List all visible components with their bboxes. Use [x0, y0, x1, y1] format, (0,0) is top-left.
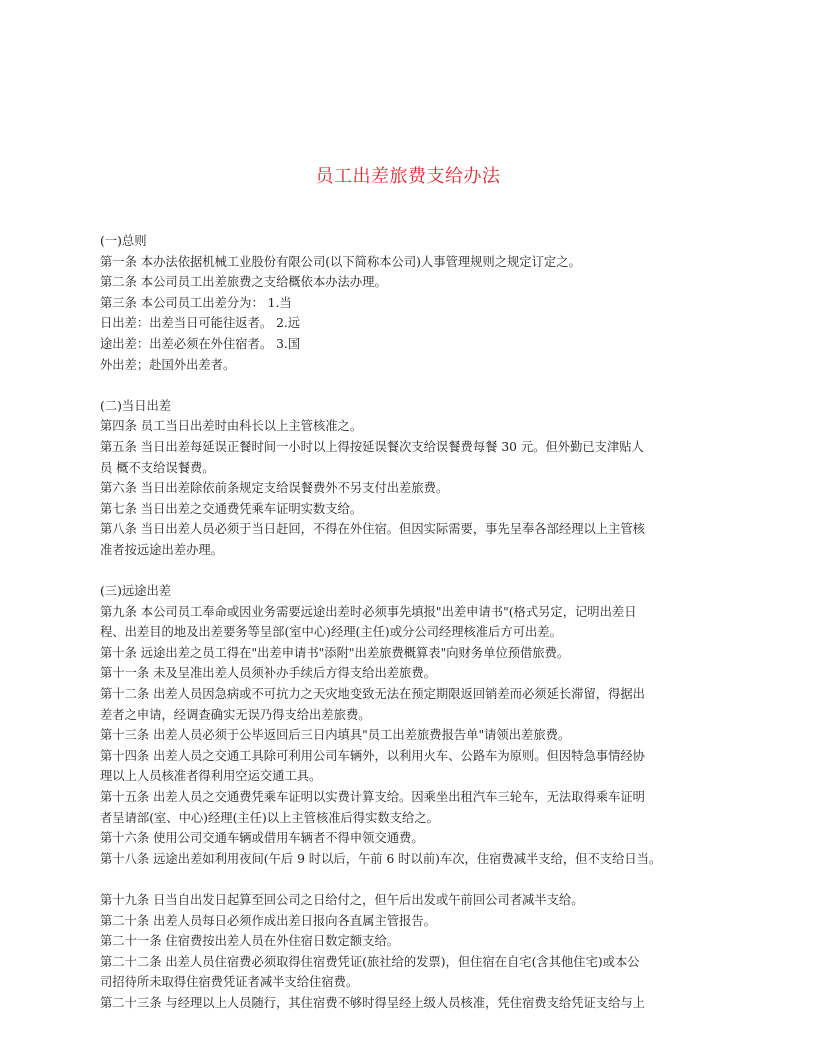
document-body — [100, 231, 740, 1014]
article-line: 第二条 本公司员工出差旅费之支给概依本办法办理。 — [100, 275, 387, 290]
article-line: 外出差；赴国外出差者。 — [100, 357, 236, 372]
article-line: 差者之申请，经调查确实无误乃得支给出差旅费。 — [100, 707, 371, 722]
blank-line — [100, 375, 740, 396]
article-line: 第四条 员工当日出差时由科长以上主管核准之。 — [100, 419, 363, 434]
article-line: 者呈请部(室、中心)经理(主任)以上主管核准后得实数支给之。 — [100, 810, 439, 825]
article-line: 第十一条 未及呈准出差人员须补办手续后方得支给出差旅费。 — [100, 666, 436, 681]
article-line: 日出差：出差当日可能往返者。 2.远 — [100, 316, 301, 331]
article-line: 第十九条 日当自出发日起算至回公司之日给付之，但午后出发或午前回公司者减半支给。 — [100, 893, 584, 907]
article-line: 第十八条 远途出差如利用夜间(午后 9 时以后，午前 6 时以前)车次，住宿费减半支给，但不支给日当。 — [100, 851, 662, 866]
article-line: 准者按远途出差办理。 — [100, 542, 223, 557]
article-line: 第二十三条 与经理以上人员随行，其住宿费不够时得呈经上级人员核准，凭住宿费支给凭证支给与上 — [100, 995, 645, 1010]
blank-line — [100, 869, 740, 890]
article-line: 第十三条 出差人员必须于公毕返回后三日内填具"员工出差旅费报告单"请领出差旅费。 — [100, 728, 571, 743]
article-line: 第三条 本公司员工出差分为： 1.当 — [100, 295, 292, 310]
article-line: 第八条 当日出差人员必须于当日赶回，不得在外住宿。但因实际需要，事先呈奉各部经理以上主管核 — [100, 522, 645, 537]
article-line: 理以上人员核准者得利用空运交通工具。 — [100, 769, 322, 784]
article-line: 第十四条 出差人员之交通工具除可利用公司车辆外，以利用火车、公路车为原则。但因特急事情经协 — [100, 748, 645, 763]
article-line: 第二十二条 出差人员住宿费必须取得住宿费凭证(旅社给的发票)，但住宿在自宅(含其他住宅)或本公 — [100, 954, 640, 969]
blank-line — [100, 561, 740, 582]
article-line: 员 概不支给误餐费。 — [100, 460, 215, 475]
article-line: 途出差：出差必须在外住宿者。 3.国 — [100, 336, 301, 351]
article-line: 第十五条 出差人员之交通费凭乘车证明以实费计算支给。因乘坐出租汽车三轮车，无法取得乘车证明 — [100, 790, 645, 805]
article-line: 司招待所未取得住宿费凭证者减半支给住宿费。 — [100, 975, 359, 990]
article-line: 第二十条 出差人员每日必须作成出差日报向各直属主管报告。 — [100, 913, 436, 928]
article-line: 程、出差目的地及出差要务等呈部(室中心)经理(主任)或分公司经理核准后方可出差。 — [100, 625, 562, 640]
article-line: 第九条 本公司员工奉命或因业务需要远途出差时必须事先填报"出差申请书"(格式另定，记明出差日 — [100, 604, 637, 619]
article-line: 第一条 本办法依据机械工业股份有限公司(以下简称本公司)人事管理规则之规定订定之。 — [100, 254, 581, 269]
article-line: 第十条 远途出差之员工得在"出差申请书"添附"出差旅费概算表"向财务单位预借旅费。 — [100, 645, 570, 660]
article-line: 第十六条 使用公司交通车辆或借用车辆者不得申领交通费。 — [100, 831, 424, 846]
article-line: 第五条 当日出差每延误正餐时间一小时以上得按延误餐次支给误餐费每餐 30 元。但外勤已支津贴人 — [100, 439, 644, 454]
article-line: 第十二条 出差人员因急病或不可抗力之天灾地变致无法在预定期限返回销差而必须延长滞留，得据出 — [100, 687, 645, 702]
article-line: 第二十一条 住宿费按出差人员在外住宿日数定额支给。 — [100, 934, 400, 949]
article-line: 第七条 当日出差之交通费凭乘车证明实数支给。 — [100, 501, 363, 516]
section-heading: (一)总则 — [100, 234, 147, 248]
section-heading: (三)远途出差 — [100, 584, 172, 599]
article-line: 第六条 当日出差除依前条规定支给误餐费外不另支付出差旅费。 — [100, 481, 449, 496]
document-title: 员工出差旅费支给办法 — [315, 166, 501, 187]
section-heading: (二)当日出差 — [100, 398, 172, 413]
